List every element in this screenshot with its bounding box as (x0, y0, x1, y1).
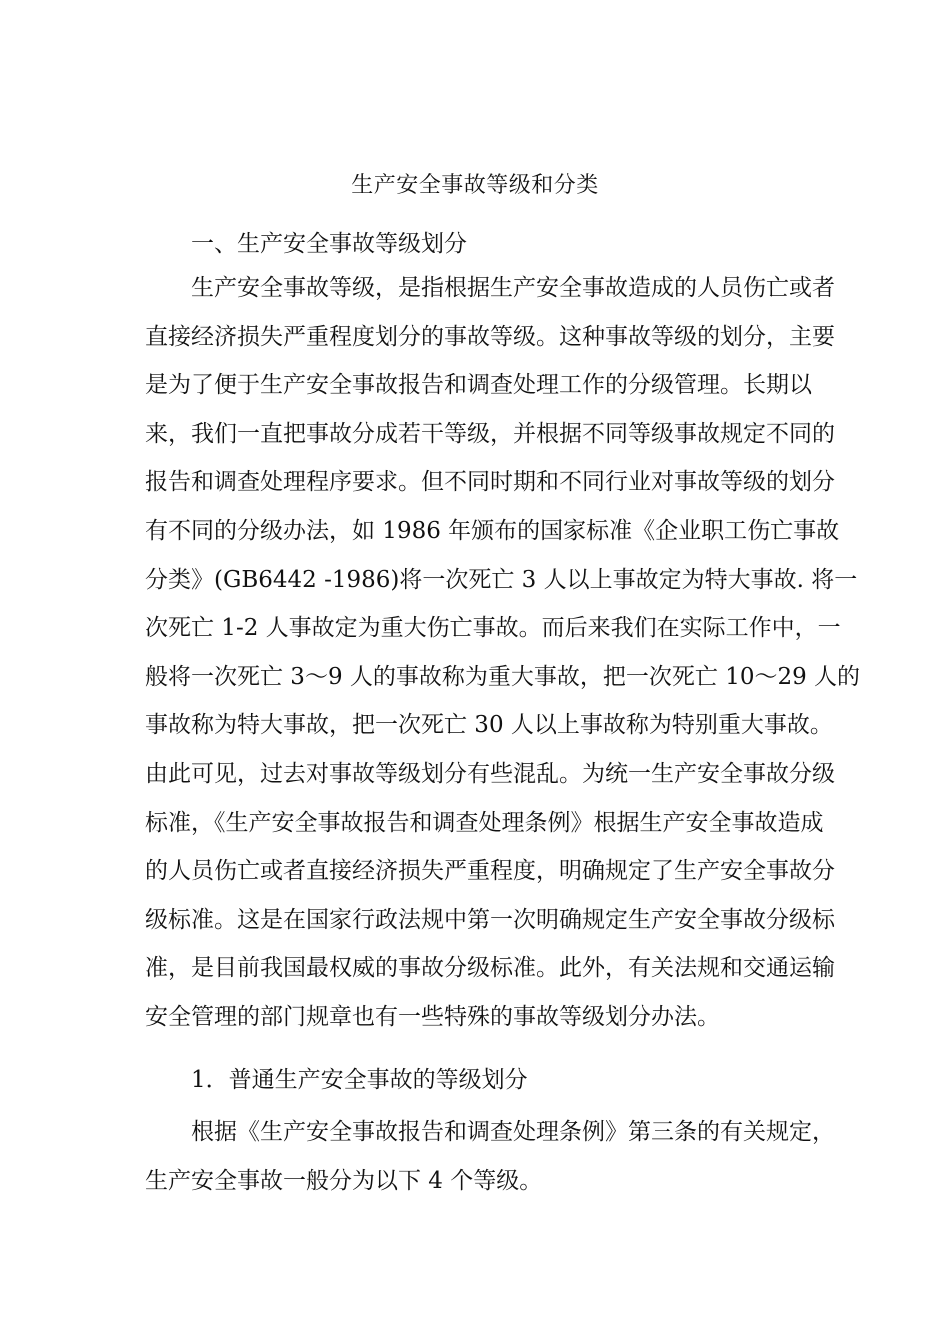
paragraph-line: 级标准。这是在国家行政法规中第一次明确规定生产安全事故分级标 (145, 906, 835, 933)
paragraph-line: 报告和调查处理程序要求。但不同时期和不同行业对事故等级的划分 (145, 469, 835, 496)
paragraph-line: 安全管理的部门规章也有一些特殊的事故等级划分办法。 (145, 1003, 720, 1030)
paragraph-line: 事故称为特大事故，把一次死亡 30 人以上事故称为特别重大事故。 (145, 712, 833, 739)
section-heading (145, 220, 813, 269)
paragraph-line: 是为了便于生产安全事故报告和调查处理工作的分级管理。长期以 (145, 372, 812, 399)
paragraph-line: 根据《生产安全事故报告和调查处理条例》第三条的有关规定， (191, 1119, 835, 1145)
paragraph-line: 来，我们一直把事故分成若干等级，并根据不同等级事故规定不同的 (145, 420, 835, 447)
paragraph-2 (145, 1108, 835, 1205)
paragraph-line: 准，是目前我国最权威的事故分级标准。此外，有关法规和交通运输 (145, 955, 835, 982)
paragraph-line: 生产安全事故一般分为以下 4 个等级。 (145, 1167, 543, 1194)
paragraph-line: 般将一次死亡 3～9 人的事故称为重大事故，把一次死亡 10～29 人的 (145, 663, 861, 690)
paragraph-line: 由此可见，过去对事故等级划分有些混乱。为统一生产安全事故分级 (145, 760, 835, 787)
paragraph-line: 的人员伤亡或者直接经济损失严重程度，明确规定了生产安全事故分 (145, 858, 835, 885)
subsection-heading-text: 1．普通生产安全事故的等级划分 (191, 1067, 528, 1093)
paragraph-line: 生产安全事故等级，是指根据生产安全事故造成的人员伤亡或者 (191, 275, 835, 301)
paragraph-line: 分类》(GB6442 -1986)将一次死亡 3 人以上事故定为特大事故. 将一 (145, 566, 858, 593)
paragraph-line: 标准，《生产安全事故报告和调查处理条例》根据生产安全事故造成 (145, 809, 824, 836)
subsection-heading (145, 1056, 813, 1105)
document-title: 生产安全事故等级和分类 (351, 173, 599, 198)
section-heading-text: 一、生产安全事故等级划分 (191, 231, 467, 257)
paragraph-line: 直接经济损失严重程度划分的事故等级。这种事故等级的划分，主要 (145, 323, 835, 350)
paragraph-line: 次死亡 1-2 人事故定为重大伤亡事故。而后来我们在实际工作中，一 (145, 615, 841, 642)
paragraph-line: 有不同的分级办法，如 1986 年颁布的国家标准《企业职工伤亡事故 (145, 517, 840, 544)
paragraph-1 (145, 264, 861, 1042)
